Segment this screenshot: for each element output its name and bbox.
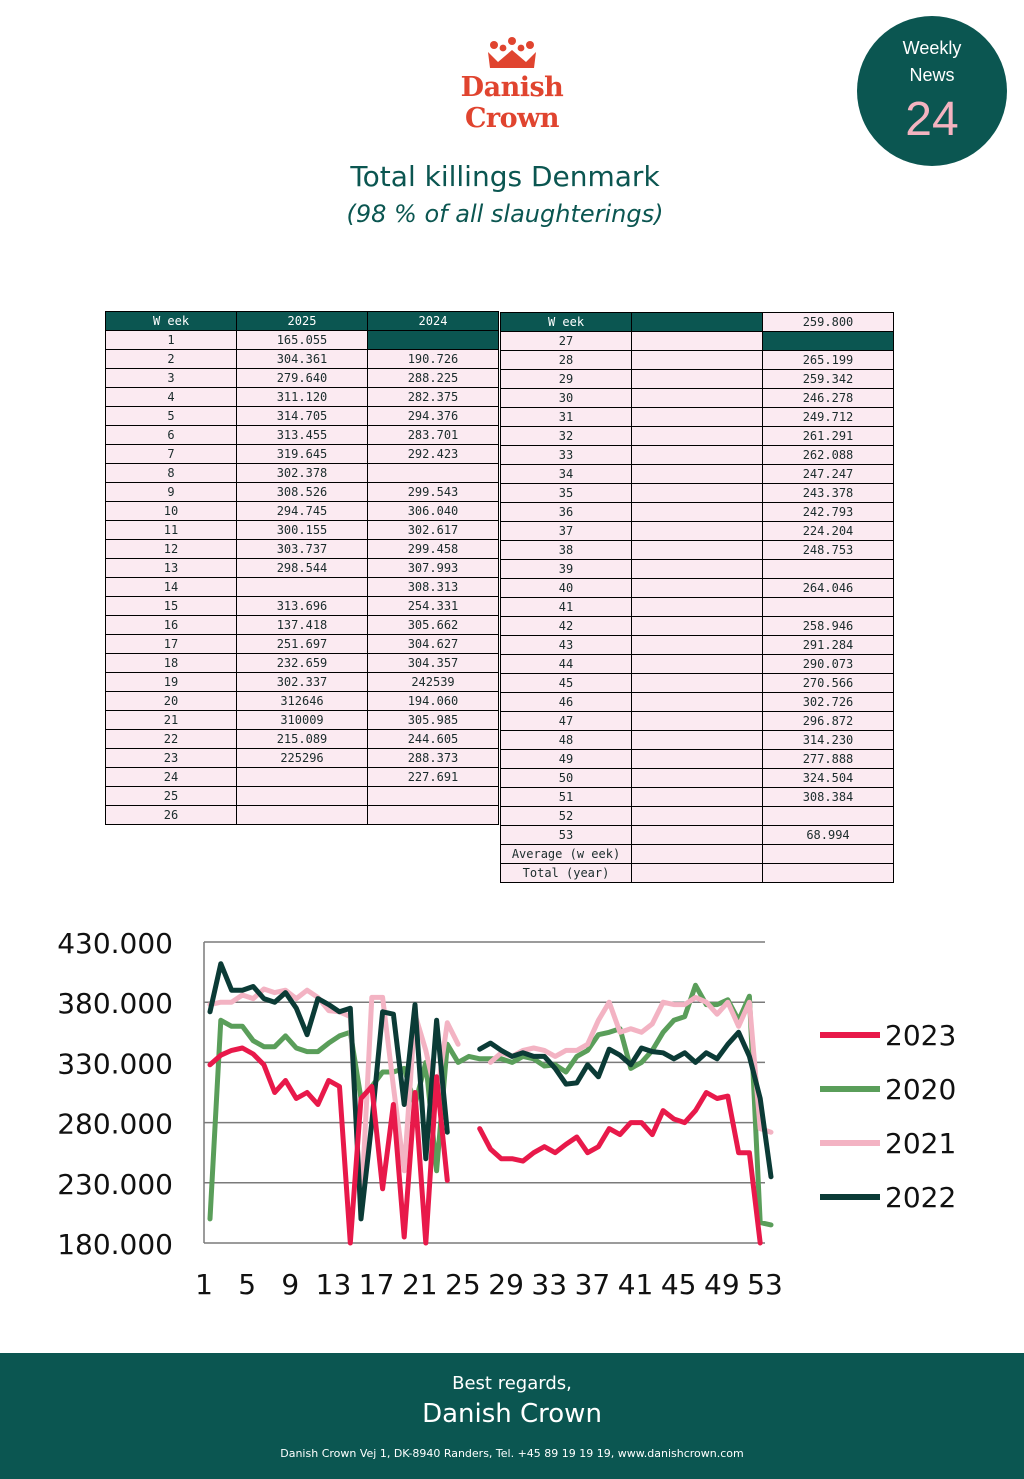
table-cell — [763, 598, 894, 617]
table-cell: 294.376 — [368, 407, 499, 426]
table-cell: 259.342 — [763, 370, 894, 389]
table-cell: 302.337 — [237, 673, 368, 692]
table-cell: 10 — [106, 502, 237, 521]
brand-name: Danish Crown — [460, 72, 564, 134]
table-cell: 310009 — [237, 711, 368, 730]
table-cell: 249.712 — [763, 408, 894, 427]
table-row — [501, 389, 894, 408]
table-cell: 39 — [501, 560, 632, 579]
table-cell: 324.504 — [763, 769, 894, 788]
table-cell: 306.040 — [368, 502, 499, 521]
table-cell: 12 — [106, 540, 237, 559]
table-cell — [368, 464, 499, 483]
x-tick-label: 37 — [574, 1268, 611, 1301]
table-cell: 294.745 — [237, 502, 368, 521]
page-subtitle: (98 % of all slaughterings) — [346, 200, 664, 228]
table-cell — [632, 674, 763, 693]
table-row — [501, 446, 894, 465]
x-tick-label: 1 — [195, 1268, 213, 1301]
table-cell: 44 — [501, 655, 632, 674]
table-cell: 33 — [501, 446, 632, 465]
table-cell — [763, 845, 894, 864]
table-row — [106, 331, 499, 350]
table-cell: 14 — [106, 578, 237, 597]
table-cell — [632, 522, 763, 541]
table-cell: 308.384 — [763, 788, 894, 807]
weekly-news-badge — [857, 16, 1007, 166]
y-axis-ticks — [57, 927, 173, 1261]
chart-grid — [204, 942, 765, 1243]
table-cell: 49 — [501, 750, 632, 769]
table-cell: 265.199 — [763, 351, 894, 370]
y-tick-label: 280.000 — [57, 1107, 173, 1141]
table-cell: 19 — [106, 673, 237, 692]
table-cell: 31 — [501, 408, 632, 427]
table-cell — [632, 617, 763, 636]
footer-address: Danish Crown Vej 1, DK-8940 Randers, Tel. +45 89 19 19 19, www.danishcrown.com — [280, 1447, 744, 1460]
table-row — [106, 711, 499, 730]
table-row — [106, 426, 499, 445]
table-cell: 304.627 — [368, 635, 499, 654]
table-cell: 247.247 — [763, 465, 894, 484]
table-row — [501, 731, 894, 750]
x-tick-label: 5 — [238, 1268, 257, 1301]
table-cell: 254.331 — [368, 597, 499, 616]
table-cell: 68.994 — [763, 826, 894, 845]
table-cell: 17 — [106, 635, 237, 654]
table-cell: 40 — [501, 579, 632, 598]
table-row — [501, 807, 894, 826]
table-cell — [632, 427, 763, 446]
table-row — [501, 408, 894, 427]
table-cell — [632, 332, 763, 351]
table-cell: 305.662 — [368, 616, 499, 635]
table-cell: 43 — [501, 636, 632, 655]
table-cell — [368, 787, 499, 806]
y-tick-label: 180.000 — [57, 1228, 173, 1261]
table-cell: 300.155 — [237, 521, 368, 540]
x-tick-label: 25 — [445, 1268, 481, 1301]
table-row — [106, 502, 499, 521]
table-row — [501, 674, 894, 693]
table-cell: 251.697 — [237, 635, 368, 654]
table-cell: 304.357 — [368, 654, 499, 673]
column-header: W eek — [501, 313, 632, 332]
table-cell: 291.284 — [763, 636, 894, 655]
table-cell: 224.204 — [763, 522, 894, 541]
table-row — [501, 864, 894, 883]
table-cell — [632, 826, 763, 845]
table-cell: 137.418 — [237, 616, 368, 635]
table-row — [106, 483, 499, 502]
table-cell — [632, 484, 763, 503]
column-header: 2024 — [368, 312, 499, 331]
table-row — [501, 332, 894, 351]
table-cell — [237, 787, 368, 806]
y-tick-label: 230.000 — [57, 1167, 173, 1201]
column-header: W eek — [106, 312, 237, 331]
table-cell: 302.378 — [237, 464, 368, 483]
table-cell: 262.088 — [763, 446, 894, 465]
table-cell: 314.230 — [763, 731, 894, 750]
table-cell: 279.640 — [237, 369, 368, 388]
x-tick-label: 13 — [315, 1268, 352, 1301]
table-cell — [763, 332, 894, 351]
table-cell: 5 — [106, 407, 237, 426]
table-row — [106, 768, 499, 787]
table-row — [106, 369, 499, 388]
table-cell: 22 — [106, 730, 237, 749]
table-row — [106, 521, 499, 540]
table-row — [106, 540, 499, 559]
table-cell: 32 — [501, 427, 632, 446]
y-tick-label: 380.000 — [57, 987, 173, 1021]
table-cell: 305.985 — [368, 711, 499, 730]
table-row — [501, 845, 894, 864]
table-cell: 304.361 — [237, 350, 368, 369]
y-tick-label: 330.000 — [57, 1047, 173, 1081]
table-row — [501, 579, 894, 598]
table-cell: 7 — [106, 445, 237, 464]
table-row — [106, 578, 499, 597]
table-cell — [632, 560, 763, 579]
table-cell: 313.455 — [237, 426, 368, 445]
table-cell: 244.605 — [368, 730, 499, 749]
table-cell — [632, 788, 763, 807]
table-row — [501, 503, 894, 522]
table-row — [106, 635, 499, 654]
table-cell: 15 — [106, 597, 237, 616]
table-row — [501, 636, 894, 655]
table-cell: 292.423 — [368, 445, 499, 464]
badge-number: 24 — [905, 93, 959, 146]
table-cell — [763, 807, 894, 826]
table-row — [106, 787, 499, 806]
chart-legend — [820, 1019, 956, 1214]
chart-series — [210, 964, 771, 1243]
page-title: Total killings Denmark — [350, 160, 660, 193]
table-cell: 296.872 — [763, 712, 894, 731]
table-cell: 37 — [501, 522, 632, 541]
table-row — [501, 750, 894, 769]
table-cell: 308.313 — [368, 578, 499, 597]
legend-label-2020: 2020 — [885, 1073, 957, 1106]
table-row — [106, 350, 499, 369]
table-cell: 45 — [501, 674, 632, 693]
table-cell: 302.617 — [368, 521, 499, 540]
table-cell: 288.373 — [368, 749, 499, 768]
table-cell: 48 — [501, 731, 632, 750]
table-cell: 261.291 — [763, 427, 894, 446]
table-cell: 46 — [501, 693, 632, 712]
table-cell — [632, 370, 763, 389]
table-cell: 270.566 — [763, 674, 894, 693]
weeks-1-26-table — [105, 311, 499, 825]
legend-label-2021: 2021 — [885, 1127, 957, 1160]
table-cell — [632, 503, 763, 522]
table-row — [106, 806, 499, 825]
table-cell: 20 — [106, 692, 237, 711]
table-cell — [632, 655, 763, 674]
table-cell: 16 — [106, 616, 237, 635]
table-cell: 299.458 — [368, 540, 499, 559]
table-cell — [632, 408, 763, 427]
badge-weekly: Weekly — [902, 38, 962, 58]
table-row — [106, 597, 499, 616]
table-cell: 18 — [106, 654, 237, 673]
table-row — [106, 673, 499, 692]
table-cell: 50 — [501, 769, 632, 788]
table-cell: 35 — [501, 484, 632, 503]
table-row — [501, 712, 894, 731]
table-cell: 28 — [501, 351, 632, 370]
table-cell — [632, 845, 763, 864]
table-row — [501, 351, 894, 370]
footer — [0, 1353, 1024, 1479]
table-cell: 3 — [106, 369, 237, 388]
table-cell: 313.696 — [237, 597, 368, 616]
x-tick-label: 9 — [281, 1268, 300, 1301]
table-row — [106, 692, 499, 711]
weeks-27-53-table — [500, 312, 894, 883]
table-cell: 165.055 — [237, 331, 368, 350]
table-row — [106, 730, 499, 749]
table-cell: 34 — [501, 465, 632, 484]
table-cell — [368, 806, 499, 825]
table-cell: 6 — [106, 426, 237, 445]
footer-greeting: Best regards, — [452, 1373, 572, 1394]
table-row — [501, 522, 894, 541]
table-row — [501, 655, 894, 674]
table-cell — [763, 560, 894, 579]
crown-icon — [484, 36, 540, 70]
danish-crown-logo — [412, 36, 612, 134]
x-tick-label: 41 — [617, 1268, 654, 1301]
table-cell: 215.089 — [237, 730, 368, 749]
table-cell: 243.378 — [763, 484, 894, 503]
table-cell: 1 — [106, 331, 237, 350]
table-cell: 298.544 — [237, 559, 368, 578]
table-row — [501, 465, 894, 484]
x-tick-label: 45 — [660, 1268, 697, 1301]
table-cell: 36 — [501, 503, 632, 522]
table-cell: 277.888 — [763, 750, 894, 769]
column-header: 2025 — [237, 312, 368, 331]
table-cell: 282.375 — [368, 388, 499, 407]
table-cell: 53 — [501, 826, 632, 845]
series-line-2021 — [210, 989, 771, 1213]
table-cell: 227.691 — [368, 768, 499, 787]
table-cell: 38 — [501, 541, 632, 560]
table-cell — [632, 864, 763, 883]
table-cell: 288.225 — [368, 369, 499, 388]
table-cell: Total (year) — [501, 864, 632, 883]
table-cell — [632, 389, 763, 408]
table-cell — [632, 636, 763, 655]
table-row — [106, 407, 499, 426]
table-cell: 13 — [106, 559, 237, 578]
legend-label-2023: 2023 — [885, 1019, 957, 1052]
table-cell: 319.645 — [237, 445, 368, 464]
table-row — [501, 484, 894, 503]
table-cell — [763, 864, 894, 883]
table-cell: 51 — [501, 788, 632, 807]
table-cell: 194.060 — [368, 692, 499, 711]
x-tick-label: 49 — [704, 1268, 740, 1301]
table-cell: 42 — [501, 617, 632, 636]
table-row — [501, 598, 894, 617]
table-cell — [237, 806, 368, 825]
table-cell: 312646 — [237, 692, 368, 711]
table-cell: 27 — [501, 332, 632, 351]
table-cell: 242539 — [368, 673, 499, 692]
table-cell — [632, 693, 763, 712]
table-cell: 308.526 — [237, 483, 368, 502]
x-tick-label: 53 — [747, 1268, 783, 1301]
table-cell: 232.659 — [237, 654, 368, 673]
table-cell: 8 — [106, 464, 237, 483]
table-cell: 52 — [501, 807, 632, 826]
table-cell — [632, 541, 763, 560]
footer-company: Danish Crown — [422, 1399, 602, 1429]
table-cell: 264.046 — [763, 579, 894, 598]
table-row — [501, 560, 894, 579]
table-cell — [237, 578, 368, 597]
table-row — [106, 388, 499, 407]
table-cell: 303.737 — [237, 540, 368, 559]
table-cell — [237, 768, 368, 787]
table-row — [501, 788, 894, 807]
table-row — [106, 464, 499, 483]
table-cell: 299.543 — [368, 483, 499, 502]
legend-label-2022: 2022 — [885, 1181, 957, 1214]
table-cell: 41 — [501, 598, 632, 617]
table-row — [106, 616, 499, 635]
table-cell — [632, 731, 763, 750]
table-cell: 47 — [501, 712, 632, 731]
table-row — [501, 617, 894, 636]
column-header: 259.800 — [763, 313, 894, 332]
table-cell: 248.753 — [763, 541, 894, 560]
table-cell — [368, 331, 499, 350]
table-row — [501, 541, 894, 560]
table-cell — [632, 750, 763, 769]
table-cell — [632, 579, 763, 598]
table-cell: 9 — [106, 483, 237, 502]
table-cell — [632, 769, 763, 788]
table-cell — [632, 446, 763, 465]
column-header — [632, 313, 763, 332]
table-row — [501, 370, 894, 389]
table-cell: 302.726 — [763, 693, 894, 712]
x-tick-label: 21 — [401, 1268, 438, 1301]
table-row — [501, 826, 894, 845]
table-row — [501, 769, 894, 788]
table-cell — [632, 465, 763, 484]
x-tick-label: 29 — [488, 1268, 524, 1301]
series-line-2023 — [210, 1048, 760, 1243]
x-axis-ticks — [195, 1268, 783, 1301]
table-row — [501, 693, 894, 712]
table-cell: 311.120 — [237, 388, 368, 407]
table-cell: 290.073 — [763, 655, 894, 674]
x-tick-label: 17 — [358, 1268, 395, 1301]
table-row — [106, 749, 499, 768]
y-tick-label: 430.000 — [57, 927, 173, 960]
table-cell: 11 — [106, 521, 237, 540]
table-cell: 25 — [106, 787, 237, 806]
killings-line-chart — [40, 915, 980, 1315]
table-cell: 283.701 — [368, 426, 499, 445]
series-line-2020 — [210, 985, 771, 1225]
table-cell: 26 — [106, 806, 237, 825]
table-row — [106, 445, 499, 464]
table-cell: 190.726 — [368, 350, 499, 369]
table-cell: 246.278 — [763, 389, 894, 408]
badge-news: News — [909, 65, 955, 85]
table-cell: 2 — [106, 350, 237, 369]
table-row — [106, 559, 499, 578]
table-cell: 314.705 — [237, 407, 368, 426]
table-cell — [632, 712, 763, 731]
x-tick-label: 33 — [531, 1268, 568, 1301]
table-row — [106, 654, 499, 673]
table-cell: 30 — [501, 389, 632, 408]
table-cell: 24 — [106, 768, 237, 787]
table-cell: 21 — [106, 711, 237, 730]
table-cell: 258.946 — [763, 617, 894, 636]
table-cell: 23 — [106, 749, 237, 768]
table-cell: Average (w eek) — [501, 845, 632, 864]
table-cell: 29 — [501, 370, 632, 389]
table-cell: 242.793 — [763, 503, 894, 522]
table-cell: 225296 — [237, 749, 368, 768]
table-row — [501, 427, 894, 446]
table-cell — [632, 807, 763, 826]
table-cell — [632, 351, 763, 370]
table-cell: 307.993 — [368, 559, 499, 578]
table-cell: 4 — [106, 388, 237, 407]
table-cell — [632, 598, 763, 617]
